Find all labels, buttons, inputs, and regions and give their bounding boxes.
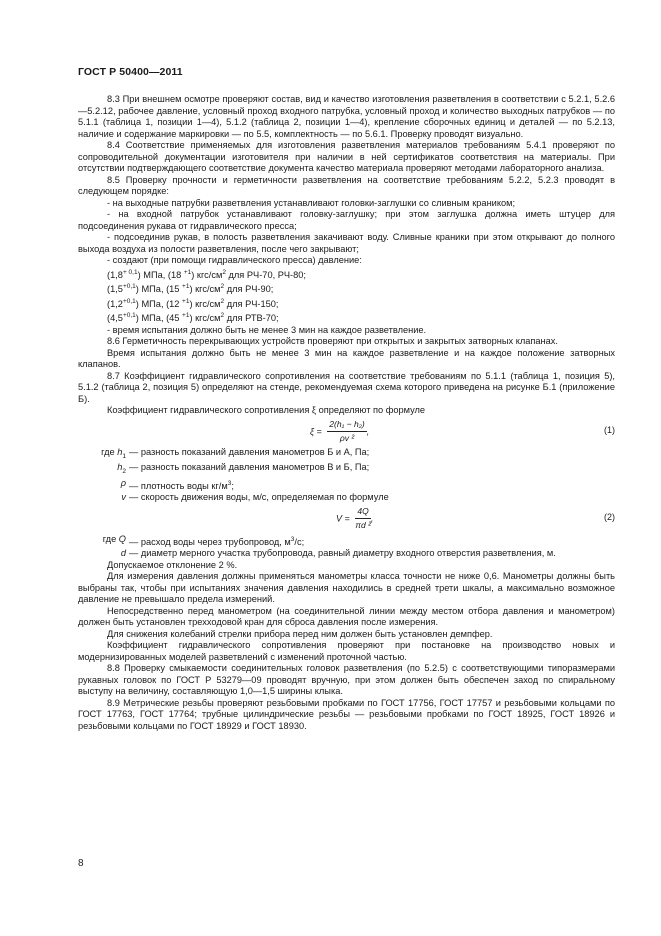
definition-symbol	[78, 534, 126, 549]
formula-1-fraction	[327, 419, 366, 445]
formula-2-expression	[336, 506, 373, 532]
pressure-a: (4,5	[107, 313, 123, 324]
definition-end: /с;	[294, 536, 305, 547]
definition-text	[126, 548, 615, 560]
list-item-outlets: - на выходные патрубки разветвления устанавливают головки-заглушки со сливным краником;	[107, 197, 516, 208]
formula-2-lhs: V =	[336, 512, 350, 523]
formula-1-number: (1)	[604, 424, 615, 435]
paragraph-8-9: 8.9 Метрические резьбы проверяют резьбовыми пробками по ГОСТ 17756, ГОСТ 17757 и резьбовыми кольцами по ГОСТ 17763, ГОСТ 17764; трубные цилиндрические резьбы — резьбовыми пробками по ГОСТ 18925, ГОСТ 18926 и резьбовыми кольцами по ГОСТ 18929 и ГОСТ 18930.	[78, 697, 615, 731]
definition-end: ;	[231, 480, 234, 491]
definition-body: — плотность воды кг/м	[129, 480, 228, 491]
pressure-b: ) МПа, (18	[137, 269, 184, 280]
pressure-sa: + 0,1	[122, 268, 138, 276]
paragraph-coefficient-check: Коэффициент гидравлического сопротивления проверяют при постановке на производство новых и модернизированных моделей разветвлений с изменений проточной частью.	[78, 640, 615, 662]
symbol: d	[120, 548, 126, 559]
unit-superscript: 3	[290, 535, 295, 543]
definition-symbol	[78, 462, 126, 477]
pressure-list-item	[78, 281, 615, 296]
tolerance-note: Допускаемое отклонение 2 %.	[107, 559, 238, 570]
definition-row	[78, 462, 615, 477]
pressure-sc: 2	[220, 283, 225, 291]
symbol: ρ	[120, 477, 126, 488]
definitions-1	[78, 447, 615, 504]
pressure-d: для РТВ-70;	[224, 313, 279, 324]
pressure-sa: +0,1	[122, 283, 136, 291]
definition-row	[78, 478, 615, 493]
paragraph-8-4: 8.4 Соответствие применяемых для изготовления разветвления материалов требованиям 5.4.1 проверяют по сопроводительной документации изготовителя при наличии в ней сертификатов соответствия на материалы. При отсутствии подтверждающего соответствие документа качество материала проверяют методами лабораторного анализа.	[78, 140, 615, 173]
formula-2-number: (2)	[604, 511, 615, 522]
symbol-subscript: 1	[122, 452, 126, 460]
paragraph-manometers: Для измерения давления должны применяться манометры класса точности не ниже 0,6. Манометры должны быть выбраны так, чтобы при испытаниях значения давления находились в средней трети шкалы, а максимально возможное давление не превышало предела измерений.	[78, 571, 615, 605]
definition-symbol	[78, 492, 126, 504]
definition-text	[126, 492, 615, 504]
list-item-fill: - подсоединив рукав, в полость разветвления закачивают воду. Сливные краники при этом открывают до полного выхода воздуха из полости разветвления, после чего закрывают;	[78, 232, 615, 254]
pressure-c: ) кгс/см	[191, 269, 223, 280]
document-header: ГОСТ Р 50400—2011	[78, 66, 183, 78]
paragraph-8-7-formula-intro: Коэффициент гидравлического сопротивления ξ определяют по формуле	[107, 405, 426, 416]
pressure-sb: +1	[182, 312, 190, 320]
definition-row	[78, 447, 615, 462]
definitions-2	[78, 534, 615, 560]
pressure-sc: 2	[222, 268, 226, 276]
paragraph-8-7: 8.7 Коэффициент гидравлического сопротивления на соответствие требованиям по 5.1.1 (таблица 1, позиция 5), 5.1.2 (таблица 2, позиция 5) определяют на стенде, рекомендуемая схема которого приведена на рисунке Б.1 (приложение Б).	[78, 370, 615, 404]
pressure-c: ) кгс/см	[189, 298, 221, 309]
page-number: 8	[78, 858, 84, 869]
definition-prefix: где	[102, 533, 119, 544]
formula-2-tail: ,	[370, 512, 374, 523]
paragraph-8-3: 8.3 При внешнем осмотре проверяют состав, вид и качество изготовления разветвления в соответствии с 5.2.1, 5.2.6—5.2.12, рабочее давление, условный проход входного патрубка, условный проход и количество выходных патрубков — по 5.1.1 (таблица 1, позиции 1—4), 5.1.2 (таблица 2, позиции 1—4), крепление сборочных единиц и деталей — по 5.2.13, наличие и содержание маркировки — по 5.5, комплектность — по 5.6.1. Проверку проводят визуально.	[78, 94, 615, 139]
paragraph-8-6-time: Время испытания должно быть не менее 3 мин на каждое разветвление и на каждое положение затворных клапанов.	[78, 347, 615, 370]
pressure-sb: +1	[183, 268, 192, 276]
pressure-list-item	[78, 310, 615, 325]
paragraph-8-5: 8.5 Проверку прочности и герметичности разветвления на соответствие требованиям 5.2.2, 5.2.3 проводят в следующем порядке:	[78, 174, 615, 196]
definition-body: — расход воды через трубопровод, м	[129, 536, 291, 547]
pressure-a: (1,2	[107, 298, 123, 309]
definition-prefix: где	[101, 446, 118, 457]
definition-symbol	[78, 447, 126, 462]
list-item-pressure: - создают (при помощи гидравлического пресса) давление:	[107, 255, 362, 265]
list-item-duration: - время испытания должно быть не менее 3 мин на каждое разветвление.	[107, 324, 427, 335]
pressure-sc: 2	[220, 312, 225, 320]
formula-2	[78, 504, 615, 534]
pressure-list-item	[78, 296, 615, 311]
pressure-sb: +1	[182, 283, 190, 291]
formula-1	[78, 417, 615, 447]
definition-body: — скорость движения воды, м/с, определяемая по формуле	[129, 492, 389, 503]
formula-1-lhs: ξ =	[310, 426, 322, 437]
pressure-b: ) МПа, (45	[135, 313, 183, 324]
definition-text	[126, 534, 615, 549]
definition-symbol	[78, 478, 126, 493]
formula-2-fraction	[355, 506, 371, 532]
definition-row	[78, 534, 615, 549]
list-item-inlet: - на входной патрубок устанавливают головку-заглушку; при этом заглушка должна иметь штуцер для подсоединения рукава от гидравлического пресса;	[78, 209, 615, 231]
symbol: h	[117, 462, 123, 473]
definition-symbol	[78, 548, 126, 560]
symbol: v	[121, 492, 126, 503]
pressure-d: для РЧ-70, РЧ-80;	[225, 269, 306, 280]
document-body	[78, 94, 615, 732]
pressure-list	[78, 267, 615, 325]
formula-2-denominator: πd ²	[355, 520, 371, 531]
symbol: h	[117, 446, 123, 457]
definition-row	[78, 492, 615, 504]
definition-body: — разность показаний давления манометров Б и А, Па;	[129, 446, 370, 457]
definition-row	[78, 548, 615, 560]
symbol: Q	[118, 533, 126, 544]
pressure-b: ) МПа, (15	[135, 284, 183, 295]
pressure-c: ) кгс/см	[189, 313, 221, 324]
pressure-d: для РЧ-150;	[224, 298, 279, 309]
pressure-sa: +0,1	[122, 312, 136, 320]
pressure-b: ) МПа, (12	[135, 298, 183, 309]
pressure-list-item	[78, 267, 615, 282]
formula-1-denominator: ρv ²	[339, 433, 355, 444]
definition-body: — разность показаний давления манометров В и Б, Па;	[129, 462, 370, 473]
formula-1-tail: ,	[366, 426, 370, 437]
formula-1-numerator: 2(h₁ − h₂)	[327, 419, 366, 433]
pressure-d: для РЧ-90;	[224, 284, 274, 295]
paragraph-three-way-valve: Непосредственно перед манометром (на соединительной линии между местом отбора давления и манометром) должен быть установлен трехходовой кран для сброса давления после измерения.	[78, 605, 615, 628]
unit-superscript: 3	[227, 479, 232, 487]
paragraph-damper: Для снижения колебаний стрелки прибора перед ним должен быть установлен демпфер.	[107, 628, 493, 639]
pressure-sa: +0,1	[122, 297, 136, 305]
definition-text	[126, 462, 615, 477]
definition-text	[126, 478, 615, 493]
definition-body: — диаметр мерного участка трубопровода, равный диаметру входного отверстия разветвления, м.	[129, 548, 556, 559]
definition-text	[126, 447, 615, 462]
formula-1-expression	[310, 419, 369, 445]
paragraph-8-8: 8.8 Проверку смыкаемости соединительных головок разветвления (по 5.2.5) с соответствующими типоразмерами рукавных головок по ГОСТ Р 53279—09 проводят вручную, при этом должен быть обеспечен заход по спиральному выступу на величину, составляющую 1,0—1,5 ширины клыка.	[78, 663, 615, 697]
formula-2-numerator: 4Q	[355, 506, 371, 520]
pressure-c: ) кгс/см	[189, 284, 221, 295]
pressure-sc: 2	[220, 297, 225, 305]
pressure-sb: +1	[182, 297, 190, 305]
paragraph-8-6: 8.6 Герметичность перекрывающих устройств проверяют при открытых и закрытых затворных клапанах.	[107, 336, 558, 347]
pressure-a: (1,8	[107, 269, 123, 280]
symbol-subscript: 2	[122, 468, 126, 475]
pressure-a: (1,5	[107, 284, 123, 295]
